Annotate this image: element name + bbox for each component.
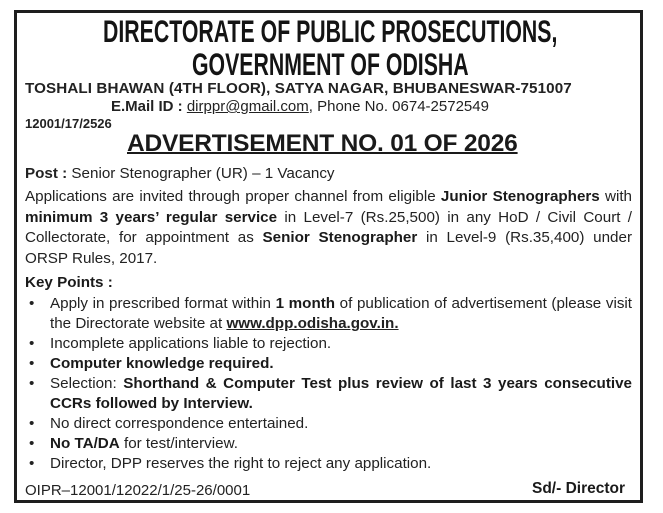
paragraph-bold: Senior Stenographer <box>262 229 418 246</box>
title-line-1: DIRECTORATE OF PUBLIC PROSECUTIONS, <box>103 14 558 49</box>
list-item <box>25 454 632 474</box>
email-link[interactable]: dirppr@gmail.com <box>186 98 309 115</box>
bullet-icon: • <box>29 295 35 312</box>
paragraph-text: in Level-9 (Rs.35,400) under ORSP Rules, 2017. <box>25 229 632 267</box>
list-item <box>25 354 632 374</box>
file-reference: 12001/17/2526 <box>25 116 112 131</box>
paragraph-bold: minimum 3 years’ regular service <box>25 208 278 226</box>
release-reference: OIPR–12001/12022/1/25-26/0001 <box>25 482 251 499</box>
key-points-heading: Key Points : <box>25 274 113 291</box>
title-line-2: GOVERNMENT OF ODISHA <box>192 47 469 82</box>
email-label: E.Mail ID : <box>111 98 187 115</box>
signature: Sd/- Director <box>532 480 626 497</box>
item-text: Incomplete applications liable to rejection. <box>50 335 332 352</box>
post-line <box>25 165 335 182</box>
list-item <box>25 294 632 334</box>
key-points-list <box>25 294 632 474</box>
bullet-icon: • <box>29 455 35 472</box>
item-bold: 1 month <box>275 295 336 312</box>
advertisement-title: ADVERTISEMENT NO. 01 OF 2026 <box>127 130 518 157</box>
item-text: for test/interview. <box>119 435 238 452</box>
list-item <box>25 374 632 414</box>
post-label: Post : <box>25 165 72 182</box>
contact-line <box>111 98 489 115</box>
post-value: Senior Stenographer (UR) – 1 Vacancy <box>71 165 335 182</box>
bullet-icon: • <box>29 375 35 392</box>
phone-label: , Phone No. <box>308 98 393 115</box>
bullet-icon: • <box>29 335 35 352</box>
list-item <box>25 334 632 354</box>
paragraph-text: Applications are invited through proper channel from eligible <box>25 188 441 205</box>
phone-number: 0674-2572549 <box>392 98 489 115</box>
item-bold: Computer knowledge required. <box>50 355 274 372</box>
address: TOSHALI BHAWAN (4TH FLOOR), SATYA NAGAR, BHUBANESWAR-751007 <box>25 80 572 97</box>
bullet-icon: • <box>29 435 35 452</box>
list-item <box>25 434 632 454</box>
paragraph-bold: Junior Stenographers <box>440 188 600 205</box>
item-text: Director, DPP reserves the right to reject any application. <box>50 455 432 472</box>
item-bold: Shorthand & Computer Test plus review of last 3 years consecutive CCRs followed by Interview. <box>50 375 632 412</box>
bullet-icon: • <box>29 355 35 372</box>
paragraph-text: with <box>599 188 632 205</box>
website-link[interactable]: www.dpp.odisha.gov.in. <box>226 315 399 332</box>
item-text: Apply in prescribed format within <box>50 295 276 312</box>
item-text: Selection: <box>50 375 124 392</box>
paragraph-text: in Level-7 (Rs.25,500) in any HoD / Civil Court / Collectorate, for appointment as <box>25 208 632 246</box>
bullet-icon: • <box>29 415 35 432</box>
item-bold: No TA/DA <box>50 435 120 452</box>
eligibility-paragraph <box>25 187 632 269</box>
item-text: of publication of advertisement (please visit the Directorate website at <box>50 295 633 332</box>
list-item <box>25 414 632 434</box>
item-text: No direct correspondence entertained. <box>50 415 309 432</box>
